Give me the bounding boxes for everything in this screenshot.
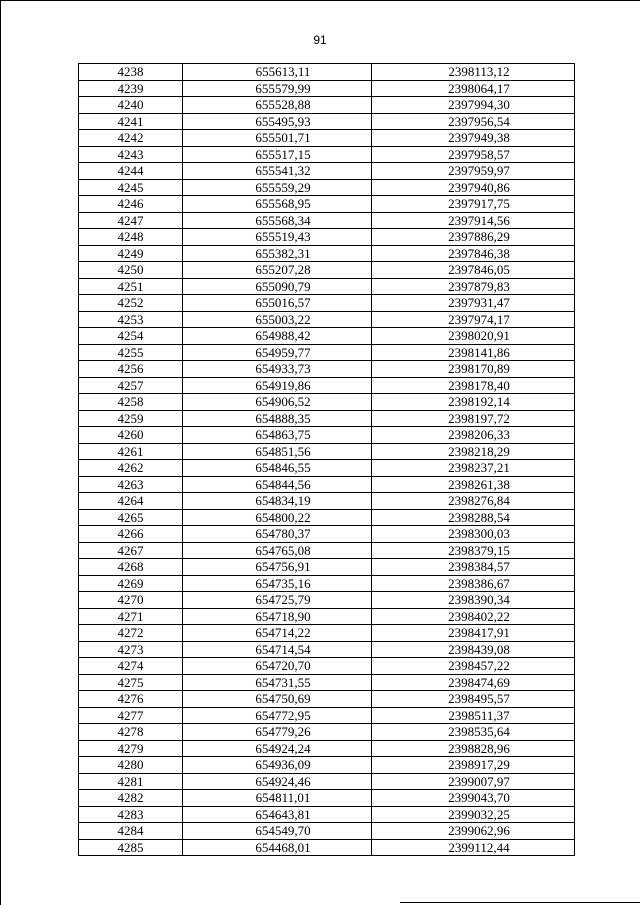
page-number: 91 bbox=[313, 33, 327, 47]
x-coordinate-cell: 654924,46 bbox=[183, 773, 372, 790]
y-coordinate-cell: 2397974,17 bbox=[372, 311, 575, 328]
y-coordinate-cell: 2398020,91 bbox=[372, 328, 575, 345]
table-row bbox=[79, 394, 575, 411]
point-number-cell: 4255 bbox=[79, 344, 183, 361]
point-number-cell: 4250 bbox=[79, 262, 183, 279]
point-number-cell: 4243 bbox=[79, 146, 183, 163]
table-row bbox=[79, 592, 575, 609]
y-coordinate-cell: 2398276,84 bbox=[372, 493, 575, 510]
point-number-cell: 4271 bbox=[79, 608, 183, 625]
x-coordinate-cell: 655528,88 bbox=[183, 97, 372, 114]
x-coordinate-cell: 655519,43 bbox=[183, 229, 372, 246]
x-coordinate-cell: 655579,99 bbox=[183, 80, 372, 97]
point-number-cell: 4283 bbox=[79, 806, 183, 823]
x-coordinate-cell: 654924,24 bbox=[183, 740, 372, 757]
x-coordinate-cell: 654888,35 bbox=[183, 410, 372, 427]
point-number-cell: 4277 bbox=[79, 707, 183, 724]
y-coordinate-cell: 2398192,14 bbox=[372, 394, 575, 411]
table-row bbox=[79, 608, 575, 625]
y-coordinate-cell: 2398197,72 bbox=[372, 410, 575, 427]
x-coordinate-cell: 655517,15 bbox=[183, 146, 372, 163]
table-row bbox=[79, 559, 575, 576]
point-number-cell: 4285 bbox=[79, 839, 183, 856]
x-coordinate-cell: 654780,37 bbox=[183, 526, 372, 543]
x-coordinate-cell: 654468,01 bbox=[183, 839, 372, 856]
page-edge-left bbox=[0, 0, 1, 905]
y-coordinate-cell: 2397956,54 bbox=[372, 113, 575, 130]
y-coordinate-cell: 2397914,56 bbox=[372, 212, 575, 229]
point-number-cell: 4262 bbox=[79, 460, 183, 477]
x-coordinate-cell: 654919,86 bbox=[183, 377, 372, 394]
y-coordinate-cell: 2397959,97 bbox=[372, 163, 575, 180]
table-row bbox=[79, 64, 575, 81]
table-row bbox=[79, 361, 575, 378]
y-coordinate-cell: 2398474,69 bbox=[372, 674, 575, 691]
y-coordinate-cell: 2398535,64 bbox=[372, 724, 575, 741]
y-coordinate-cell: 2398457,22 bbox=[372, 658, 575, 675]
y-coordinate-cell: 2399032,25 bbox=[372, 806, 575, 823]
x-coordinate-cell: 654765,08 bbox=[183, 542, 372, 559]
y-coordinate-cell: 2397949,38 bbox=[372, 130, 575, 147]
y-coordinate-cell: 2398237,21 bbox=[372, 460, 575, 477]
table-row bbox=[79, 80, 575, 97]
y-coordinate-cell: 2398495,57 bbox=[372, 691, 575, 708]
point-number-cell: 4275 bbox=[79, 674, 183, 691]
point-number-cell: 4261 bbox=[79, 443, 183, 460]
table-row bbox=[79, 410, 575, 427]
x-coordinate-cell: 654720,70 bbox=[183, 658, 372, 675]
point-number-cell: 4249 bbox=[79, 245, 183, 262]
x-coordinate-cell: 655568,95 bbox=[183, 196, 372, 213]
y-coordinate-cell: 2397917,75 bbox=[372, 196, 575, 213]
x-coordinate-cell: 654714,54 bbox=[183, 641, 372, 658]
table-row bbox=[79, 311, 575, 328]
point-number-cell: 4284 bbox=[79, 823, 183, 840]
table-row bbox=[79, 740, 575, 757]
point-number-cell: 4263 bbox=[79, 476, 183, 493]
x-coordinate-cell: 655090,79 bbox=[183, 278, 372, 295]
y-coordinate-cell: 2398828,96 bbox=[372, 740, 575, 757]
point-number-cell: 4238 bbox=[79, 64, 183, 81]
coordinates-table bbox=[78, 63, 575, 856]
table-row bbox=[79, 295, 575, 312]
y-coordinate-cell: 2398206,33 bbox=[372, 427, 575, 444]
table-row bbox=[79, 773, 575, 790]
y-coordinate-cell: 2398218,29 bbox=[372, 443, 575, 460]
y-coordinate-cell: 2399062,96 bbox=[372, 823, 575, 840]
x-coordinate-cell: 655541,32 bbox=[183, 163, 372, 180]
table-row bbox=[79, 790, 575, 807]
table-row bbox=[79, 757, 575, 774]
table-row bbox=[79, 575, 575, 592]
point-number-cell: 4266 bbox=[79, 526, 183, 543]
x-coordinate-cell: 654731,55 bbox=[183, 674, 372, 691]
x-coordinate-cell: 654959,77 bbox=[183, 344, 372, 361]
x-coordinate-cell: 655003,22 bbox=[183, 311, 372, 328]
table-row bbox=[79, 707, 575, 724]
point-number-cell: 4247 bbox=[79, 212, 183, 229]
y-coordinate-cell: 2397886,29 bbox=[372, 229, 575, 246]
point-number-cell: 4242 bbox=[79, 130, 183, 147]
y-coordinate-cell: 2398261,38 bbox=[372, 476, 575, 493]
y-coordinate-cell: 2397994,30 bbox=[372, 97, 575, 114]
y-coordinate-cell: 2398300,03 bbox=[372, 526, 575, 543]
y-coordinate-cell: 2399112,44 bbox=[372, 839, 575, 856]
x-coordinate-cell: 654834,19 bbox=[183, 493, 372, 510]
y-coordinate-cell: 2397879,83 bbox=[372, 278, 575, 295]
y-coordinate-cell: 2397846,05 bbox=[372, 262, 575, 279]
table-row bbox=[79, 625, 575, 642]
table-row bbox=[79, 212, 575, 229]
table-row bbox=[79, 443, 575, 460]
x-coordinate-cell: 654750,69 bbox=[183, 691, 372, 708]
y-coordinate-cell: 2398439,08 bbox=[372, 641, 575, 658]
y-coordinate-cell: 2398402,22 bbox=[372, 608, 575, 625]
x-coordinate-cell: 655568,34 bbox=[183, 212, 372, 229]
y-coordinate-cell: 2398064,17 bbox=[372, 80, 575, 97]
point-number-cell: 4253 bbox=[79, 311, 183, 328]
point-number-cell: 4256 bbox=[79, 361, 183, 378]
x-coordinate-cell: 654718,90 bbox=[183, 608, 372, 625]
x-coordinate-cell: 654549,70 bbox=[183, 823, 372, 840]
table-row bbox=[79, 344, 575, 361]
table-row bbox=[79, 641, 575, 658]
table-row bbox=[79, 262, 575, 279]
point-number-cell: 4245 bbox=[79, 179, 183, 196]
point-number-cell: 4267 bbox=[79, 542, 183, 559]
y-coordinate-cell: 2397846,38 bbox=[372, 245, 575, 262]
table-row bbox=[79, 542, 575, 559]
x-coordinate-cell: 654772,95 bbox=[183, 707, 372, 724]
y-coordinate-cell: 2398170,89 bbox=[372, 361, 575, 378]
x-coordinate-cell: 654643,81 bbox=[183, 806, 372, 823]
point-number-cell: 4248 bbox=[79, 229, 183, 246]
x-coordinate-cell: 655559,29 bbox=[183, 179, 372, 196]
x-coordinate-cell: 654863,75 bbox=[183, 427, 372, 444]
table-row bbox=[79, 229, 575, 246]
point-number-cell: 4244 bbox=[79, 163, 183, 180]
table-row bbox=[79, 97, 575, 114]
table-row bbox=[79, 674, 575, 691]
y-coordinate-cell: 2398386,67 bbox=[372, 575, 575, 592]
x-coordinate-cell: 655501,71 bbox=[183, 130, 372, 147]
page-edge-top bbox=[0, 0, 640, 1]
point-number-cell: 4259 bbox=[79, 410, 183, 427]
table-row bbox=[79, 146, 575, 163]
table-row bbox=[79, 806, 575, 823]
point-number-cell: 4276 bbox=[79, 691, 183, 708]
point-number-cell: 4269 bbox=[79, 575, 183, 592]
y-coordinate-cell: 2398917,29 bbox=[372, 757, 575, 774]
table-row bbox=[79, 509, 575, 526]
table-row bbox=[79, 377, 575, 394]
y-coordinate-cell: 2398141,86 bbox=[372, 344, 575, 361]
table-row bbox=[79, 526, 575, 543]
y-coordinate-cell: 2397958,57 bbox=[372, 146, 575, 163]
table-row bbox=[79, 476, 575, 493]
x-coordinate-cell: 655016,57 bbox=[183, 295, 372, 312]
x-coordinate-cell: 654851,56 bbox=[183, 443, 372, 460]
x-coordinate-cell: 654779,26 bbox=[183, 724, 372, 741]
table-row bbox=[79, 839, 575, 856]
table-row bbox=[79, 179, 575, 196]
x-coordinate-cell: 654936,09 bbox=[183, 757, 372, 774]
x-coordinate-cell: 655382,31 bbox=[183, 245, 372, 262]
x-coordinate-cell: 654988,42 bbox=[183, 328, 372, 345]
point-number-cell: 4270 bbox=[79, 592, 183, 609]
table-row bbox=[79, 278, 575, 295]
point-number-cell: 4278 bbox=[79, 724, 183, 741]
x-coordinate-cell: 654725,79 bbox=[183, 592, 372, 609]
x-coordinate-cell: 654756,91 bbox=[183, 559, 372, 576]
table-row bbox=[79, 823, 575, 840]
table-row bbox=[79, 658, 575, 675]
x-coordinate-cell: 654906,52 bbox=[183, 394, 372, 411]
point-number-cell: 4257 bbox=[79, 377, 183, 394]
y-coordinate-cell: 2398178,40 bbox=[372, 377, 575, 394]
point-number-cell: 4264 bbox=[79, 493, 183, 510]
x-coordinate-cell: 654844,56 bbox=[183, 476, 372, 493]
table-row bbox=[79, 724, 575, 741]
point-number-cell: 4279 bbox=[79, 740, 183, 757]
x-coordinate-cell: 655495,93 bbox=[183, 113, 372, 130]
table-row bbox=[79, 196, 575, 213]
point-number-cell: 4282 bbox=[79, 790, 183, 807]
table-row bbox=[79, 691, 575, 708]
y-coordinate-cell: 2397940,86 bbox=[372, 179, 575, 196]
point-number-cell: 4265 bbox=[79, 509, 183, 526]
y-coordinate-cell: 2398113,12 bbox=[372, 64, 575, 81]
point-number-cell: 4241 bbox=[79, 113, 183, 130]
y-coordinate-cell: 2397931,47 bbox=[372, 295, 575, 312]
point-number-cell: 4274 bbox=[79, 658, 183, 675]
table-row bbox=[79, 113, 575, 130]
page-edge-bottom bbox=[400, 902, 640, 903]
y-coordinate-cell: 2398390,34 bbox=[372, 592, 575, 609]
x-coordinate-cell: 654846,55 bbox=[183, 460, 372, 477]
point-number-cell: 4273 bbox=[79, 641, 183, 658]
point-number-cell: 4272 bbox=[79, 625, 183, 642]
y-coordinate-cell: 2399043,70 bbox=[372, 790, 575, 807]
table-row bbox=[79, 493, 575, 510]
x-coordinate-cell: 654933,73 bbox=[183, 361, 372, 378]
point-number-cell: 4246 bbox=[79, 196, 183, 213]
y-coordinate-cell: 2399007,97 bbox=[372, 773, 575, 790]
point-number-cell: 4281 bbox=[79, 773, 183, 790]
y-coordinate-cell: 2398417,91 bbox=[372, 625, 575, 642]
x-coordinate-cell: 655613,11 bbox=[183, 64, 372, 81]
point-number-cell: 4254 bbox=[79, 328, 183, 345]
x-coordinate-cell: 654800,22 bbox=[183, 509, 372, 526]
table-row bbox=[79, 460, 575, 477]
x-coordinate-cell: 654735,16 bbox=[183, 575, 372, 592]
point-number-cell: 4260 bbox=[79, 427, 183, 444]
point-number-cell: 4280 bbox=[79, 757, 183, 774]
point-number-cell: 4240 bbox=[79, 97, 183, 114]
point-number-cell: 4258 bbox=[79, 394, 183, 411]
point-number-cell: 4252 bbox=[79, 295, 183, 312]
y-coordinate-cell: 2398379,15 bbox=[372, 542, 575, 559]
table-row bbox=[79, 130, 575, 147]
x-coordinate-cell: 654811,01 bbox=[183, 790, 372, 807]
y-coordinate-cell: 2398511,37 bbox=[372, 707, 575, 724]
table-row bbox=[79, 427, 575, 444]
y-coordinate-cell: 2398288,54 bbox=[372, 509, 575, 526]
point-number-cell: 4268 bbox=[79, 559, 183, 576]
point-number-cell: 4251 bbox=[79, 278, 183, 295]
x-coordinate-cell: 655207,28 bbox=[183, 262, 372, 279]
y-coordinate-cell: 2398384,57 bbox=[372, 559, 575, 576]
x-coordinate-cell: 654714,22 bbox=[183, 625, 372, 642]
table-row bbox=[79, 328, 575, 345]
table-row bbox=[79, 245, 575, 262]
table-body bbox=[79, 64, 575, 856]
table-row bbox=[79, 163, 575, 180]
point-number-cell: 4239 bbox=[79, 80, 183, 97]
